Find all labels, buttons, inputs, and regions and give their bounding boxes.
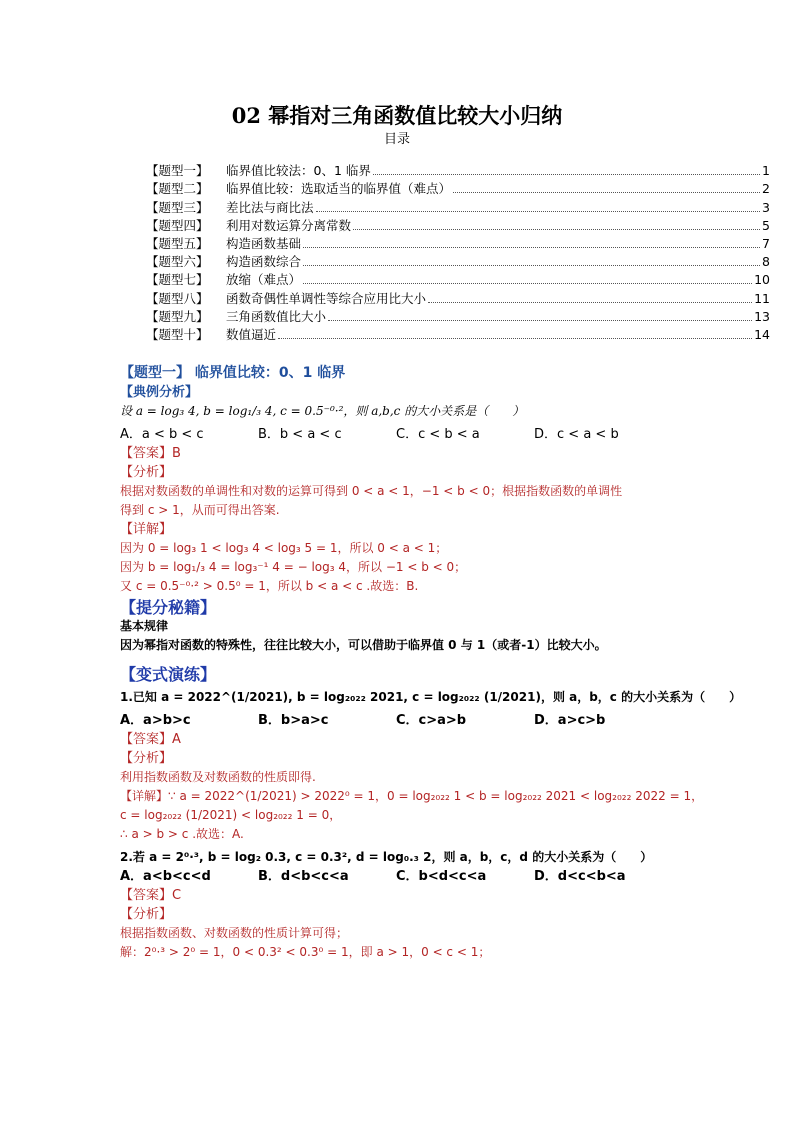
toc-leader bbox=[453, 192, 760, 193]
option-d: D．d<c<b<a bbox=[534, 869, 626, 884]
toc-text: 三角函数值比大小 bbox=[226, 308, 327, 324]
option-a: A．a<b<c<d bbox=[120, 869, 211, 884]
toc-text: 数值逼近 bbox=[226, 326, 277, 342]
toc-page: 8 bbox=[762, 254, 770, 270]
analysis-text: 根据对数函数的单调性和对数的运算可得到 0 < a < 1，−1 < b < 0；根据指数函数的单调性 bbox=[120, 484, 623, 498]
toc-page: 11 bbox=[754, 290, 770, 306]
toc-leader bbox=[278, 338, 752, 339]
analysis-label: 【分析】 bbox=[120, 465, 173, 480]
option-b: B．d<b<c<a bbox=[258, 869, 349, 884]
toc-entry[interactable] bbox=[146, 235, 770, 253]
toc-text: 差比法与商比法 bbox=[226, 199, 314, 215]
detail-text: 因为 b = log₁/₃ 4 = log₃⁻¹ 4 = − log₃ 4，所以 −1 < b < 0； bbox=[120, 560, 467, 574]
detail-text: c = log₂₀₂₂ (1/2021) < log₂₀₂₂ 1 = 0， bbox=[120, 808, 342, 822]
answer: 【答案】B bbox=[120, 446, 181, 461]
detail-text: 【详解】∵ a = 2022^(1/2021) > 2022⁰ = 1，0 = log₂₀₂₂ 1 < b = log₂₀₂₂ 2021 < log₂₀₂₂ 2022 = 1， bbox=[120, 789, 704, 803]
rule-title: 基本规律 bbox=[120, 619, 169, 633]
option-d: D．c < a < b bbox=[534, 427, 619, 442]
toc-leader bbox=[373, 174, 760, 175]
option-c: C．b<d<c<a bbox=[396, 869, 487, 884]
toc-leader bbox=[428, 302, 752, 303]
toc-page: 5 bbox=[762, 217, 770, 233]
toc-entry[interactable] bbox=[146, 198, 770, 216]
toc-tag: 【题型二】 bbox=[146, 181, 209, 197]
detail-text: ∴ a > b > c .故选：A. bbox=[120, 827, 244, 841]
answer: 【答案】A bbox=[120, 732, 181, 747]
toc-tag: 【题型五】 bbox=[146, 235, 209, 251]
toc-page: 7 bbox=[762, 235, 770, 251]
document-title: 02 幂指对三角函数值比较大小归纳 bbox=[231, 103, 563, 128]
toc-page: 2 bbox=[762, 181, 770, 197]
option-d: D．a>c>b bbox=[534, 713, 606, 728]
toc-entry[interactable] bbox=[146, 308, 770, 326]
option-b: B．b < a < c bbox=[258, 427, 342, 442]
detail-text: 因为 0 = log₃ 1 < log₃ 4 < log₃ 5 = 1，所以 0 < a < 1； bbox=[120, 541, 448, 555]
option-a: A．a>b>c bbox=[120, 713, 191, 728]
toc-entry[interactable] bbox=[146, 271, 770, 289]
toc-entry[interactable] bbox=[146, 289, 770, 307]
option-b: B．b>a>c bbox=[258, 713, 329, 728]
answer: 【答案】C bbox=[120, 888, 182, 903]
toc-leader bbox=[303, 247, 760, 248]
analysis-text: 利用指数函数及对数函数的性质即得. bbox=[120, 770, 316, 784]
toc-entry[interactable] bbox=[146, 162, 770, 180]
table-of-contents bbox=[146, 162, 770, 344]
example-question: 设 a = log₃ 4, b = log₁/₃ 4, c = 0.5⁻⁰·²，则 a,b,c 的大小关系是（ ） bbox=[120, 404, 525, 418]
toc-tag: 【题型八】 bbox=[146, 290, 209, 306]
toc-entry[interactable] bbox=[146, 180, 770, 198]
toc-leader bbox=[316, 211, 761, 212]
toc-tag: 【题型九】 bbox=[146, 308, 209, 324]
section-heading: 【题型一】 临界值比较：0、1 临界 bbox=[120, 365, 346, 381]
toc-leader bbox=[353, 229, 760, 230]
practice-2-options bbox=[120, 867, 680, 886]
toc-heading: 目录 bbox=[383, 132, 410, 147]
toc-tag: 【题型六】 bbox=[146, 254, 209, 270]
practice-question-1: 1.已知 a = 2022^(1/2021), b = log₂₀₂₂ 2021, c = log₂₀₂₂ (1/2021)，则 a，b，c 的大小关系为（ ） bbox=[120, 690, 742, 704]
solution-text: 解：2⁰·³ > 2⁰ = 1，0 < 0.3² < 0.3⁰ = 1，即 a > 1，0 < c < 1； bbox=[120, 945, 491, 959]
toc-entry[interactable] bbox=[146, 217, 770, 235]
toc-tag: 【题型一】 bbox=[146, 163, 209, 179]
main-content bbox=[120, 364, 742, 962]
toc-page: 10 bbox=[754, 272, 770, 288]
option-c: C．c < b < a bbox=[396, 427, 480, 442]
rule-text: 因为幂指对函数的特殊性，往往比较大小，可以借助于临界值 0 与 1（或者-1）比较大小。 bbox=[120, 638, 607, 652]
toc-entry[interactable] bbox=[146, 253, 770, 271]
toc-leader bbox=[328, 320, 752, 321]
toc-page: 3 bbox=[762, 199, 770, 215]
toc-leader bbox=[303, 283, 752, 284]
detail-text: 又 c = 0.5⁻⁰·² > 0.5⁰ = 1，所以 b < a < c .故选：B. bbox=[120, 579, 419, 593]
toc-text: 临界值比较法：0、1 临界 bbox=[226, 163, 371, 179]
analysis-label: 【分析】 bbox=[120, 907, 173, 922]
toc-text: 放缩（难点） bbox=[226, 272, 302, 288]
example-options bbox=[120, 425, 680, 444]
option-c: C．c>a>b bbox=[396, 713, 467, 728]
detail-label: 【详解】 bbox=[120, 522, 173, 537]
toc-tag: 【题型四】 bbox=[146, 217, 209, 233]
analysis-label: 【分析】 bbox=[120, 751, 173, 766]
toc-text: 构造函数基础 bbox=[226, 235, 302, 251]
toc-text: 临界值比较：选取适当的临界值（难点） bbox=[226, 181, 452, 197]
toc-tag: 【题型七】 bbox=[146, 272, 209, 288]
toc-page: 1 bbox=[762, 163, 770, 179]
option-a: A．a < b < c bbox=[120, 427, 204, 442]
toc-page: 13 bbox=[754, 308, 770, 324]
toc-text: 函数奇偶性单调性等综合应用比大小 bbox=[226, 290, 427, 306]
analysis-text: 根据指数函数、对数函数的性质计算可得； bbox=[120, 926, 349, 940]
toc-entry[interactable] bbox=[146, 326, 770, 344]
practice-question-2: 2.若 a = 2⁰·³, b = log₂ 0.3, c = 0.3², d = log₀.₃ 2，则 a，b，c，d 的大小关系为（ ） bbox=[120, 850, 653, 864]
analysis-text: 得到 c > 1，从而可得出答案. bbox=[120, 503, 280, 517]
tips-heading: 【提分秘籍】 bbox=[120, 598, 217, 617]
example-label: 【典例分析】 bbox=[120, 385, 199, 400]
toc-page: 14 bbox=[754, 326, 770, 342]
toc-text: 利用对数运算分离常数 bbox=[226, 217, 352, 233]
toc-leader bbox=[303, 265, 760, 266]
toc-tag: 【题型三】 bbox=[146, 199, 209, 215]
practice-heading: 【变式演练】 bbox=[120, 665, 217, 684]
toc-text: 构造函数综合 bbox=[226, 254, 302, 270]
practice-1-options bbox=[120, 711, 680, 730]
toc-tag: 【题型十】 bbox=[146, 326, 209, 342]
